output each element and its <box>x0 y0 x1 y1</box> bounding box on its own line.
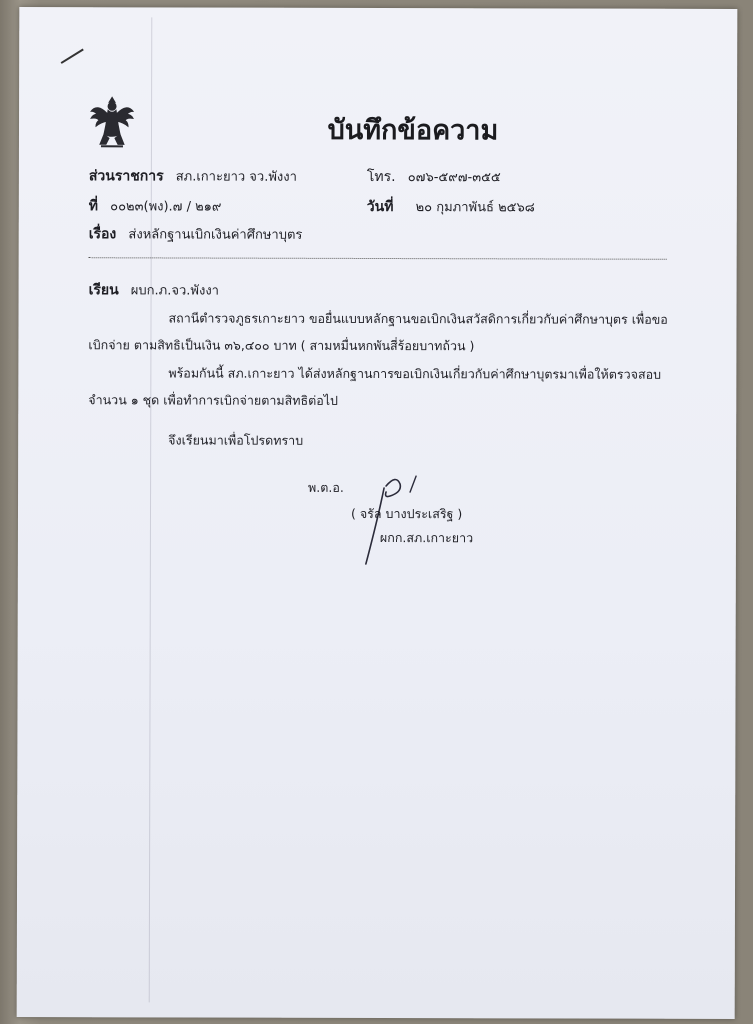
pen-mark <box>61 48 84 63</box>
department-label: ส่วนราชการ <box>88 168 164 185</box>
subject-label: เรื่อง <box>88 226 117 243</box>
signature-name: ( จรัล บางประเสริฐ ) <box>350 505 463 522</box>
number-label: ที่ <box>88 198 99 215</box>
subject-row <box>89 223 303 246</box>
to-row <box>89 279 219 301</box>
to-value: ผบก.ภ.จว.พังงา <box>130 283 220 299</box>
paragraph-1-line-1: สถานีตำรวจภูธรเกาะยาว ขอยื่นแบบหลักฐานขอเบิกเงินสวัสดิการเกี่ยวกับค่าศึกษาบุตร เพื่อขอ <box>168 310 668 327</box>
separator-line <box>89 257 667 260</box>
to-label: เรียน <box>88 282 119 299</box>
closing-line: จึงเรียนมาเพื่อโปรดทราบ <box>168 432 304 448</box>
phone-value: ๐๗๖-๕๙๗-๓๕๕ <box>407 170 501 186</box>
date-value: ๒๐ กุมภาพันธ์ ๒๕๖๘ <box>415 200 535 216</box>
signature-position: ผกก.สภ.เกาะยาว <box>379 530 474 546</box>
department-value: สภ.เกาะยาว จว.พังงา <box>175 169 297 185</box>
date-row <box>367 196 535 218</box>
number-row <box>89 195 222 217</box>
number-value: ๐๐๒๓(พง).๗ / ๒๑๙ <box>110 199 222 215</box>
memo-document <box>17 7 738 1019</box>
paragraph-2-line-1: พร้อมกันนี้ สภ.เกาะยาว ได้ส่งหลักฐานการขอเบิกเงินเกี่ยวกับค่าศึกษาบุตรมาเพื่อให้ตรวจสอบ <box>168 365 662 382</box>
department-row <box>89 165 297 188</box>
paragraph-1-line-2: เบิกจ่าย ตามสิทธิเป็นเงิน ๓๖,๔๐๐ บาท ( สามหมื่นหกพันสี่ร้อยบาทถ้วน ) <box>88 337 475 354</box>
phone-row <box>367 166 501 188</box>
memo-title: บันทึกข้อความ <box>327 114 499 147</box>
date-label: วันที่ <box>366 198 394 216</box>
phone-label: โทร. <box>366 168 396 186</box>
subject-value: ส่งหลักฐานเบิกเงินค่าศึกษาบุตร <box>128 227 303 243</box>
paragraph-2-line-2: จำนวน ๑ ชุด เพื่อทำการเบิกจ่ายตามสิทธิต่อไป <box>88 392 338 408</box>
signature-rank: พ.ต.อ. <box>308 479 344 495</box>
